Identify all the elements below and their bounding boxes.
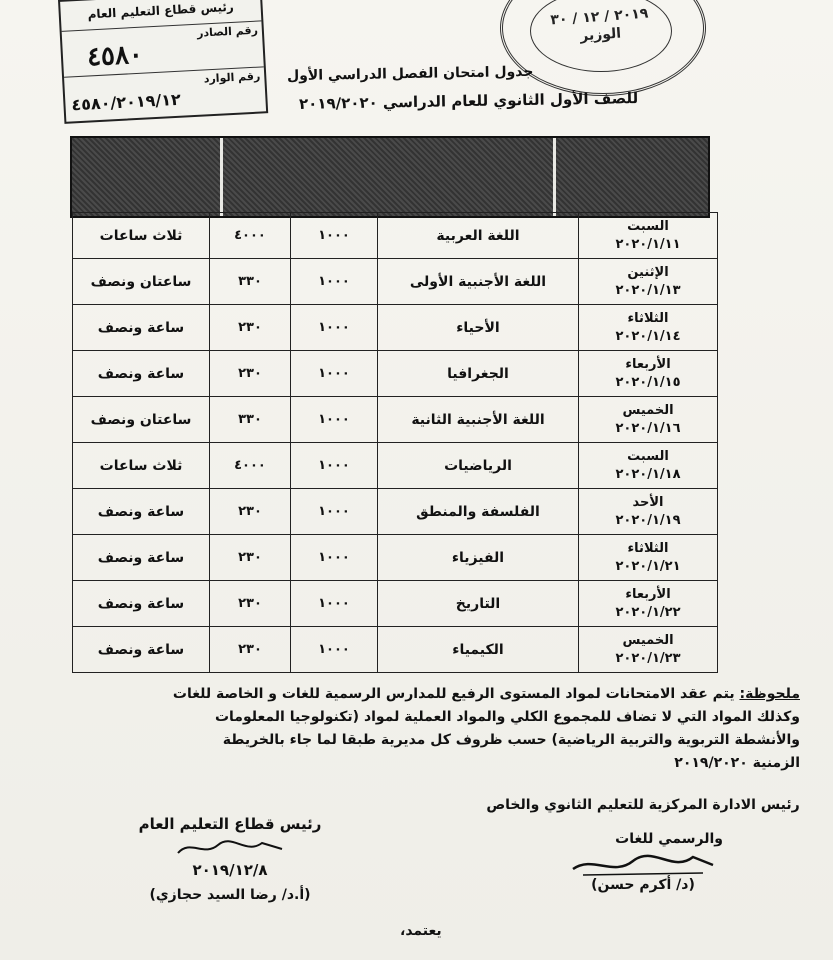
cell-day: الثلاثاء (627, 540, 669, 556)
cell-duration: ساعتان ونصف (73, 397, 210, 443)
note-line-2: وكذلك المواد التي لا تضاف للمجموع الكلي والمواد العملية لمواد (تكنولوجيا المعلومات (214, 709, 800, 725)
signature-left (100, 815, 360, 903)
cell-subject: التاريخ (378, 581, 579, 627)
cell-subject: اللغة الأجنبية الأولى (378, 259, 579, 305)
cell-duration: ساعة ونصف (73, 627, 210, 673)
cell-marks: ١٠٠٠ (291, 259, 378, 305)
cell-day-date (579, 397, 718, 443)
cell-day: الثلاثاء (627, 310, 669, 326)
cell-day: الخميس (622, 402, 674, 418)
approval-label: يعتمد، (400, 923, 442, 939)
note-line-4: الزمنية ٢٠١٩/٢٠٢٠ (674, 755, 800, 771)
registration-stamp (58, 0, 268, 124)
cell-date: ٢٠٢٠/١/١٤ (615, 328, 681, 344)
cell-time: ٢٣٠ (210, 535, 291, 581)
cell-duration: ساعة ونصف (73, 305, 210, 351)
header-col-day (556, 138, 708, 216)
cell-time: ٣٣٠ (210, 397, 291, 443)
table-row (73, 581, 718, 627)
stamp-incoming-number: ٤٥٨٠/٢٠١٩/١٢ (71, 89, 182, 115)
cell-day-date (579, 213, 718, 259)
note-line-3: والأنشطة التربوية والتربية الرياضية) حسب ظروف كل مديرية طبقا لما جاء بالخريطة (222, 732, 800, 748)
cell-date: ٢٠٢٠/١/١٥ (615, 374, 681, 390)
cell-subject: اللغة العربية (378, 213, 579, 259)
cell-day-date (579, 489, 718, 535)
cell-date: ٢٠٢٠/١/١١ (615, 236, 681, 252)
signature-right-name: (د/ أكرم حسن) (591, 877, 695, 893)
signature-left-scribble (170, 835, 290, 861)
cell-date: ٢٠٢٠/١/١٨ (615, 466, 681, 482)
document-title: جدول امتحان الفصل الدراسي الأول (286, 63, 534, 85)
cell-day: الأربعاء (625, 586, 671, 602)
note-block (40, 683, 800, 775)
cell-duration: ثلاث ساعات (73, 443, 210, 489)
cell-time: ٢٣٠ (210, 489, 291, 535)
cell-day: الخميس (622, 632, 674, 648)
cell-duration: ساعة ونصف (73, 535, 210, 581)
cell-time: ٣٣٠ (210, 259, 291, 305)
table-row (73, 627, 718, 673)
cell-day: السبت (627, 218, 669, 234)
cell-day: السبت (627, 448, 669, 464)
stamp-incoming-label: رقم الوارد (203, 69, 261, 86)
cell-time: ٢٣٠ (210, 627, 291, 673)
cell-day: الأربعاء (625, 356, 671, 372)
cell-time: ٢٣٠ (210, 581, 291, 627)
cell-duration: ساعة ونصف (73, 351, 210, 397)
table-row (73, 489, 718, 535)
signature-right-title-2: والرسمي للغات (615, 831, 723, 847)
cell-day: الأحد (632, 494, 664, 510)
seal-date: ٢٠١٩ / ١٢ / ٣٠ (549, 5, 649, 29)
cell-marks: ١٠٠٠ (291, 443, 378, 489)
cell-day: الإثنين (627, 264, 669, 280)
stamp-top-line: رئيس قطاع التعليم العام (60, 0, 261, 32)
cell-date: ٢٠٢٠/١/٢١ (615, 558, 681, 574)
cell-marks: ١٠٠٠ (291, 535, 378, 581)
cell-marks: ١٠٠٠ (291, 397, 378, 443)
table-row (73, 443, 718, 489)
cell-time: ٢٣٠ (210, 305, 291, 351)
cell-date: ٢٠٢٠/١/١٦ (615, 420, 681, 436)
signature-right-scribble (563, 847, 723, 881)
cell-date: ٢٠٢٠/١/٢٣ (615, 650, 681, 666)
document-subtitle: للصف الأول الثانوي للعام الدراسي ٢٠١٩/٢٠٢٠ (298, 89, 639, 113)
cell-day-date (579, 305, 718, 351)
cell-day-date (579, 535, 718, 581)
cell-marks: ١٠٠٠ (291, 351, 378, 397)
signature-left-title: رئيس قطاع التعليم العام (138, 815, 322, 833)
cell-marks: ١٠٠٠ (291, 581, 378, 627)
cell-day-date (579, 581, 718, 627)
cell-date: ٢٠٢٠/١/١٩ (615, 512, 681, 528)
header-col-duration (72, 138, 223, 216)
signature-left-date: ٢٠١٩/١٢/٨ (192, 861, 268, 879)
cell-duration: ساعة ونصف (73, 581, 210, 627)
signature-left-name: (أ.د/ رضا السيد حجازي) (149, 887, 311, 903)
cell-day-date (579, 351, 718, 397)
cell-subject: الفلسفة والمنطق (378, 489, 579, 535)
cell-duration: ساعتان ونصف (73, 259, 210, 305)
note-line-1: يتم عقد الامتحانات لمواد المستوى الرفيع للمدارس الرسمية للغات و الخاصة للغات (172, 686, 735, 702)
cell-subject: الرياضيات (378, 443, 579, 489)
cell-subject: الجغرافيا (378, 351, 579, 397)
seal-office: الوزير (579, 25, 622, 45)
cell-marks: ١٠٠٠ (291, 489, 378, 535)
cell-subject: الفيزياء (378, 535, 579, 581)
note-label: ملحوظة: (739, 686, 800, 702)
cell-day-date (579, 627, 718, 673)
header-col-middle (223, 138, 556, 216)
table-row (73, 397, 718, 443)
cell-date: ٢٠٢٠/١/٢٢ (615, 604, 681, 620)
cell-marks: ١٠٠٠ (291, 627, 378, 673)
cell-subject: اللغة الأجنبية الثانية (378, 397, 579, 443)
stamp-issued-number: ٤٥٨٠ (86, 39, 144, 73)
cell-subject: الكيمياء (378, 627, 579, 673)
cell-day-date (579, 443, 718, 489)
cell-duration: ساعة ونصف (73, 489, 210, 535)
table-row (73, 351, 718, 397)
cell-day-date (579, 259, 718, 305)
cell-marks: ١٠٠٠ (291, 305, 378, 351)
table-row (73, 259, 718, 305)
table-row (73, 535, 718, 581)
cell-subject: الأحياء (378, 305, 579, 351)
signature-right (483, 797, 803, 893)
cell-time: ٢٣٠ (210, 351, 291, 397)
cell-duration: ثلاث ساعات (73, 213, 210, 259)
stamp-issued-label: رقم الصادر (196, 23, 259, 40)
cell-marks: ١٠٠٠ (291, 213, 378, 259)
exam-schedule-table (72, 212, 718, 673)
cell-date: ٢٠٢٠/١/١٣ (615, 282, 681, 298)
table-row (73, 213, 718, 259)
signature-right-title: رئيس الادارة المركزية للتعليم الثانوي والخاص (486, 797, 800, 813)
cell-time: ٤٠٠٠ (210, 443, 291, 489)
stamp-incoming-row (64, 67, 266, 121)
cell-time: ٤٠٠٠ (210, 213, 291, 259)
table-row (73, 305, 718, 351)
table-header-band (70, 136, 710, 218)
